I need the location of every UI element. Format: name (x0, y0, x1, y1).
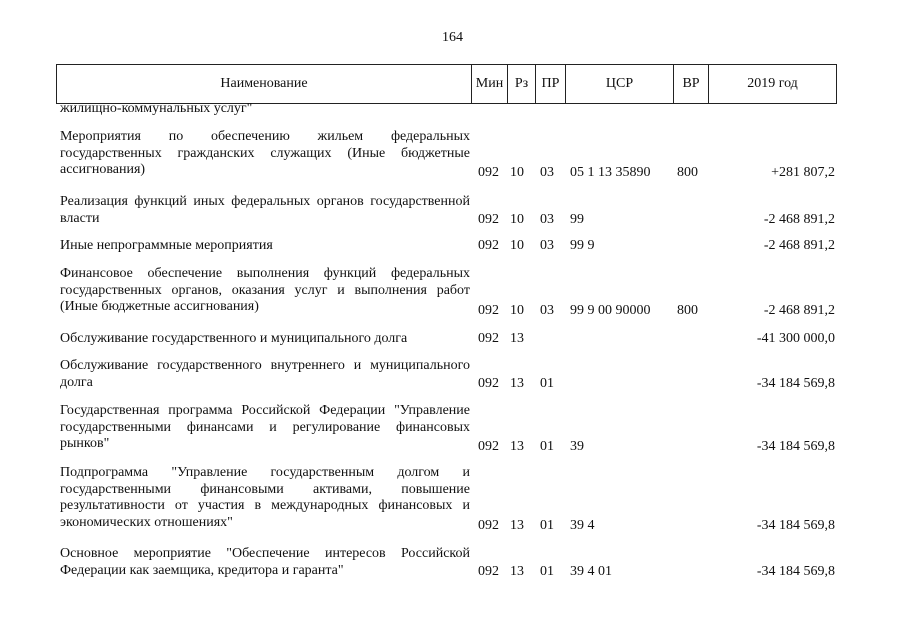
row-csr: 99 9 00 90000 (570, 303, 651, 318)
page-number: 164 (442, 30, 463, 45)
row-amount: -41 300 000,0 (756, 331, 835, 346)
row-min: 092 (478, 303, 499, 318)
row-min: 092 (478, 238, 499, 253)
header-pr: ПР (536, 65, 566, 104)
row-name: Государственная программа Российской Федерации "Управление государственными финансами и регулирование финансовых рынков" (60, 403, 470, 451)
row-name: Иные непрограммные мероприятия (60, 238, 273, 253)
row-min: 092 (478, 212, 499, 227)
row-min: 092 (478, 518, 499, 533)
row-csr: 99 (570, 212, 584, 227)
row-amount: -34 184 569,8 (756, 376, 835, 391)
row-csr: 39 (570, 439, 584, 454)
row-min: 092 (478, 331, 499, 346)
row-name: Подпрограмма "Управление государственным долгом и государственными финансовыми активами, повышение результативности от участия в международных финансовых и экономических отношениях" (60, 465, 470, 530)
row-csr: 39 4 01 (570, 564, 612, 579)
row-name: Обслуживание государственного внутреннего и муниципального долга (60, 358, 470, 390)
row-amount: -34 184 569,8 (756, 518, 835, 533)
row-min: 092 (478, 376, 499, 391)
header-year: 2019 год (709, 65, 837, 104)
row-pr: 03 (540, 212, 554, 227)
row-name: Мероприятия по обеспечению жильем федеральных государственных гражданских служащих (Иные бюджетные ассигнования) (60, 129, 470, 177)
row-rz: 13 (510, 518, 524, 533)
row-name: Обслуживание государственного и муниципального долга (60, 331, 408, 346)
row-pr: 03 (540, 238, 554, 253)
row-amount: +281 807,2 (771, 165, 835, 180)
row-min: 092 (478, 165, 499, 180)
row-amount: -2 468 891,2 (763, 238, 835, 253)
row-amount: -2 468 891,2 (763, 303, 835, 318)
row-pr: 01 (540, 518, 554, 533)
row-rz: 13 (510, 376, 524, 391)
row-rz: 13 (510, 564, 524, 579)
row-rz: 10 (510, 238, 524, 253)
row-rz: 10 (510, 303, 524, 318)
row-rz: 10 (510, 212, 524, 227)
header-rz: Рз (508, 65, 536, 104)
row-amount: -34 184 569,8 (756, 439, 835, 454)
row-pr: 01 (540, 439, 554, 454)
row-csr: 05 1 13 35890 (570, 165, 651, 180)
row-name: Реализация функций иных федеральных органов государственной власти (60, 194, 470, 226)
row-pr: 01 (540, 376, 554, 391)
row-pr: 01 (540, 564, 554, 579)
header-min: Мин (472, 65, 508, 104)
row-pr: 03 (540, 165, 554, 180)
row-name: Основное мероприятие "Обеспечение интересов Российской Федерации как заемщика, кредитора и гаранта" (60, 546, 470, 578)
row-amount: -2 468 891,2 (763, 212, 835, 227)
row-csr: 39 4 (570, 518, 595, 533)
row-min: 092 (478, 439, 499, 454)
header-csr: ЦСР (566, 65, 674, 104)
row-name: жилищно-коммунальных услуг" (60, 101, 253, 116)
row-rz: 10 (510, 165, 524, 180)
header-vr: ВР (674, 65, 709, 104)
row-name: Финансовое обеспечение выполнения функций федеральных государственных органов, оказания услуг и выполнения работ (Иные бюджетные ассигнования) (60, 266, 470, 314)
row-min: 092 (478, 564, 499, 579)
header-name: Наименование (57, 65, 472, 104)
row-rz: 13 (510, 331, 524, 346)
row-pr: 03 (540, 303, 554, 318)
row-amount: -34 184 569,8 (756, 564, 835, 579)
row-vr: 800 (677, 303, 698, 318)
row-csr: 99 9 (570, 238, 595, 253)
row-vr: 800 (677, 165, 698, 180)
row-rz: 13 (510, 439, 524, 454)
